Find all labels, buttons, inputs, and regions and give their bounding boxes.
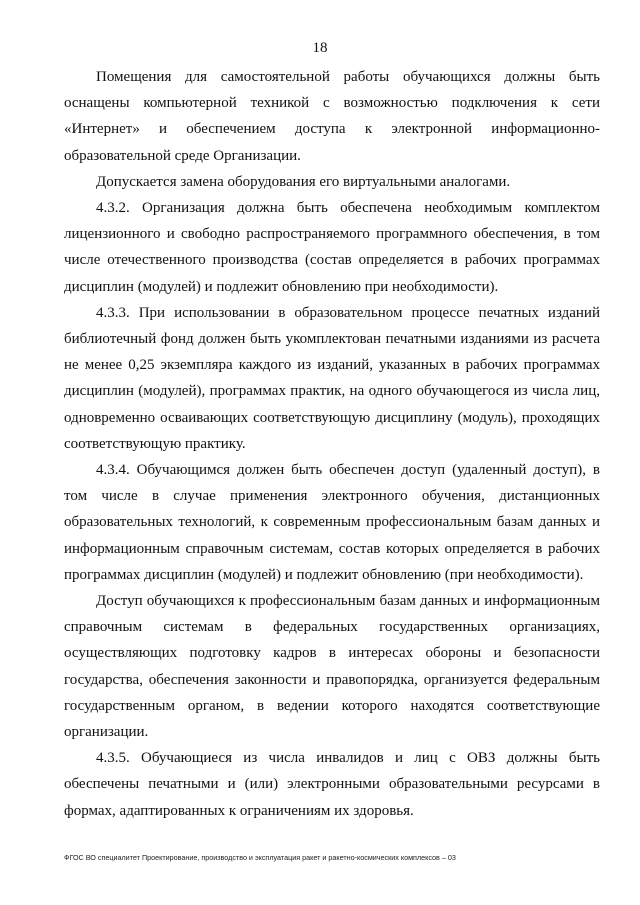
- paragraph-4-3-5-disabilities: 4.3.5. Обучающиеся из числа инвалидов и лиц с ОВЗ должны быть обеспечены печатными и (или) электронными образовательными ресурсами в формах, адаптированных к ограничениям их здоровья.: [64, 750, 600, 819]
- paragraph-virtual-analogues: Допускается замена оборудования его виртуальными аналогами.: [96, 173, 511, 190]
- paragraph-premises-equipment: Помещения для самостоятельной работы обучающихся должны быть оснащены компьютерной техникой с возможностью подключения к сети «Интернет» и обеспечением доступа к электронной информационно-образовательной среде Организации.: [64, 69, 600, 164]
- document-footer: ФГОС ВО специалитет Проектирование, производство и эксплуатация ракет и ракетно-космических комплексов – 03: [64, 853, 456, 862]
- paragraph-4-3-4-database-access: 4.3.4. Обучающимся должен быть обеспечен доступ (удаленный доступ), в том числе в случае применения электронного обучения, дистанционных образовательных технологий, к современным профессиональным базам данных и информационным справочным системам, состав которых определяется в рабочих программах дисциплин (модулей) и подлежит обновлению (при необходимости).: [64, 462, 600, 583]
- paragraph-4-3-2-software: 4.3.2. Организация должна быть обеспечена необходимым комплектом лицензионного и свободно распространяемого программного обеспечения, в том числе отечественного производства (состав определяется в рабочих программах дисциплин (модулей) и подлежит обновлению при необходимости).: [64, 200, 600, 295]
- paragraph-4-3-3-library-fund: 4.3.3. При использовании в образовательном процессе печатных изданий библиотечный фонд должен быть укомплектован печатными изданиями из расчета не менее 0,25 экземпляра каждого из изданий, указанных в рабочих программах дисциплин (модулей), программах практик, на одного обучающегося из числа лиц, одновременно осваивающих соответствующую дисциплину (модуль), проходящих соответствующую практику.: [64, 304, 600, 452]
- paragraph-federal-access: Доступ обучающихся к профессиональным базам данных и информационным справочным системам в федеральных государственных организациях, осуществляющих подготовку кадров в интересах обороны и безопасности государства, обеспечения законности и правопорядка, организуется федеральным государственным органом, в ведении которого находятся соответствующие организации.: [64, 593, 600, 741]
- page-number: 18: [312, 40, 328, 56]
- document-body: [64, 64, 600, 824]
